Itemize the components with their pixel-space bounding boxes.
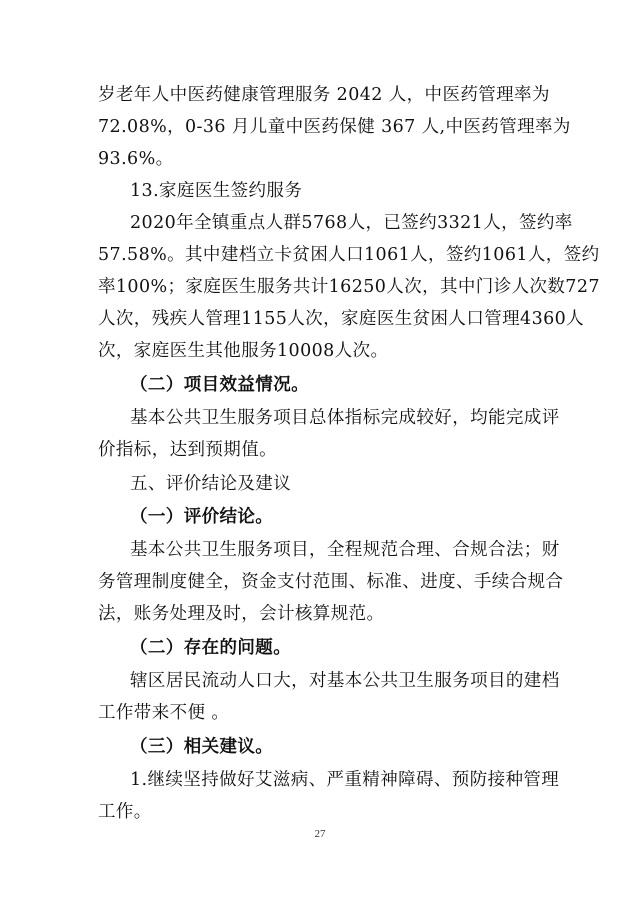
subsection-heading: （二）项目效益情况。 [130, 375, 309, 395]
body-text-line: 93.6%。 [98, 149, 174, 169]
body-text-line: 2020年全镇重点人群5768人，已签约3321人，签约率 [130, 213, 573, 233]
body-text-line: 岁老年人中医药健康管理服务 2042 人，中医药管理率为 [98, 85, 550, 105]
body-text-line: 1.继续坚持做好艾滋病、严重精神障碍、预防接种管理 [130, 770, 560, 790]
section-item-title: 13.家庭医生签约服务 [130, 181, 303, 201]
subsection-heading: （二）存在的问题。 [130, 638, 292, 658]
section-heading: 五、评价结论及建议 [130, 474, 292, 494]
body-text-line: 57.58%。其中建档立卡贫困人口1061人，签约1061人，签约 [98, 245, 600, 265]
body-text-line: 基本公共卫生服务项目，全程规范合理、合规合法；财 [130, 540, 560, 560]
body-text-line: 次，家庭医生其他服务10008人次。 [98, 341, 389, 361]
body-text-line: 法，账务处理及时，会计核算规范。 [98, 604, 385, 624]
body-text-line: 价指标，达到预期值。 [98, 440, 277, 460]
subsection-heading: （三）相关建议。 [130, 737, 274, 757]
body-text-line: 务管理制度健全，资金支付范围、标准、进度、手续合规合 [98, 572, 564, 592]
body-text-line: 72.08%，0-36 月儿童中医药保健 367 人,中医药管理率为 [98, 117, 571, 137]
subsection-heading: （一）评价结论。 [130, 507, 274, 527]
body-text-line: 人次，残疾人管理1155人次，家庭医生贫困人口管理4360人 [98, 309, 585, 329]
body-text-line: 工作带来不便 。 [98, 703, 230, 723]
page-number: 27 [314, 828, 326, 840]
body-text-line: 辖区居民流动人口大，对基本公共卫生服务项目的建档 [130, 671, 560, 691]
body-text-line: 工作。 [98, 802, 152, 822]
body-text-line: 基本公共卫生服务项目总体指标完成较好，均能完成评 [130, 408, 560, 428]
body-text-line: 率100%；家庭医生服务共计16250人次，其中门诊人次数727 [98, 277, 600, 297]
